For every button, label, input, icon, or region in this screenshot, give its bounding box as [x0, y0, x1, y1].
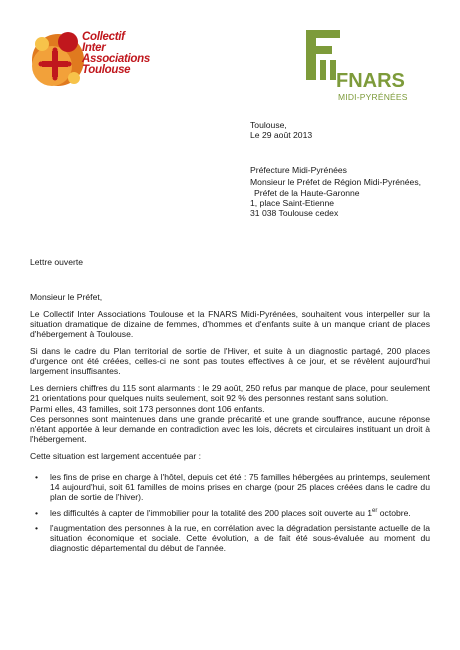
list-item: [30, 508, 430, 518]
collectif-emblem-icon: [28, 22, 88, 100]
recipient-line: 1, place Saint-Etienne: [250, 198, 335, 208]
recipient-line: Préfecture Midi-Pyrénées: [250, 165, 347, 175]
collectif-logo: [28, 22, 178, 100]
logo-line: Associations: [82, 53, 150, 65]
fnars-name: FNARS: [336, 70, 405, 92]
paragraph-3b: Parmi elles, 43 familles, soit 173 personnes dont 106 enfants.: [30, 404, 265, 414]
recipient-line: 31 038 Toulouse cedex: [250, 208, 339, 218]
logo-line: Toulouse: [82, 64, 131, 76]
recipient-line: Préfet de la Haute-Garonne: [254, 188, 360, 198]
bullet-list: [30, 472, 430, 558]
bullet-icon: •: [35, 472, 39, 482]
list-item-text: les difficultés à capter de l'immobilier pour la totalité des 200 places soit ouverte au 1: [50, 507, 373, 518]
logo-line: Inter: [82, 42, 106, 54]
paragraph-2: Si dans le cadre du Plan territorial de sortie de l'Hiver, et suite à un diagnostic partagé, 200 places d'urgence ont été créées, celles-ci ne sont pas toutes effectives à ce jour, et se révèlent aujourd'hui largement insuffisantes.: [30, 346, 430, 377]
recipient-line: Monsieur le Préfet de Région Midi-Pyrénées,: [250, 177, 422, 187]
paragraph-4: Cette situation est largement accentuée par :: [30, 451, 202, 461]
fnars-region: MIDI-PYRÉNÉES: [338, 92, 408, 102]
paragraph-3a: Les derniers chiffres du 115 sont alarmants : le 29 août, 250 refus par manque de place, pour seulement 21 orientations pour quelques nuits seulement, soit 92 % des personnes restant sans solution.: [30, 383, 430, 404]
bullet-icon: •: [35, 507, 39, 518]
paragraph-1: Le Collectif Inter Associations Toulouse et la FNARS Midi-Pyrénées, souhaitent vous interpeller sur la situation dramatique de dizaine de femmes, d'hommes et d'enfants suite à un manque criant de places d'hébergement à Toulouse.: [30, 309, 430, 340]
paragraph-3c: Ces personnes sont maintenues dans une grande précarité et une grande souffrance, aucune réponse n'étant apportée à leur demande en contradiction avec les lois, décrets et circulaires instituant un droit à l'hébergement.: [30, 414, 430, 445]
letter-city: Toulouse,: [250, 120, 287, 130]
logo-line: Collectif: [82, 31, 125, 43]
ordinal-suffix: er: [372, 507, 378, 514]
letter-date: Le 29 août 2013: [250, 130, 313, 140]
letter-type: Lettre ouverte: [30, 257, 84, 267]
list-item: [30, 523, 430, 554]
collectif-logo-text: [82, 32, 182, 76]
salutation: Monsieur le Préfet,: [30, 292, 103, 302]
bullet-icon: •: [35, 522, 39, 533]
list-item: [30, 472, 430, 503]
list-item-text-after: octobre.: [377, 507, 411, 518]
list-item-text: l'augmentation des personnes à la rue, en corrélation avec la dégradation persistante actuelle de la situation économique et sociale. Cette évolution, a de fait été sous-évaluée au moment du diagnostic départemental du début de l'année.: [50, 522, 430, 554]
fnars-logo: [306, 30, 426, 108]
list-item-text: les fins de prise en charge à l'hôtel, depuis cet été : 75 familles hébergées au printemps, seulement 14 aujourd'hui, soit 61 familles de moins prises en charge (pour 25 places créées dans le cadre du plan de sortie de l'hiver).: [50, 472, 430, 503]
